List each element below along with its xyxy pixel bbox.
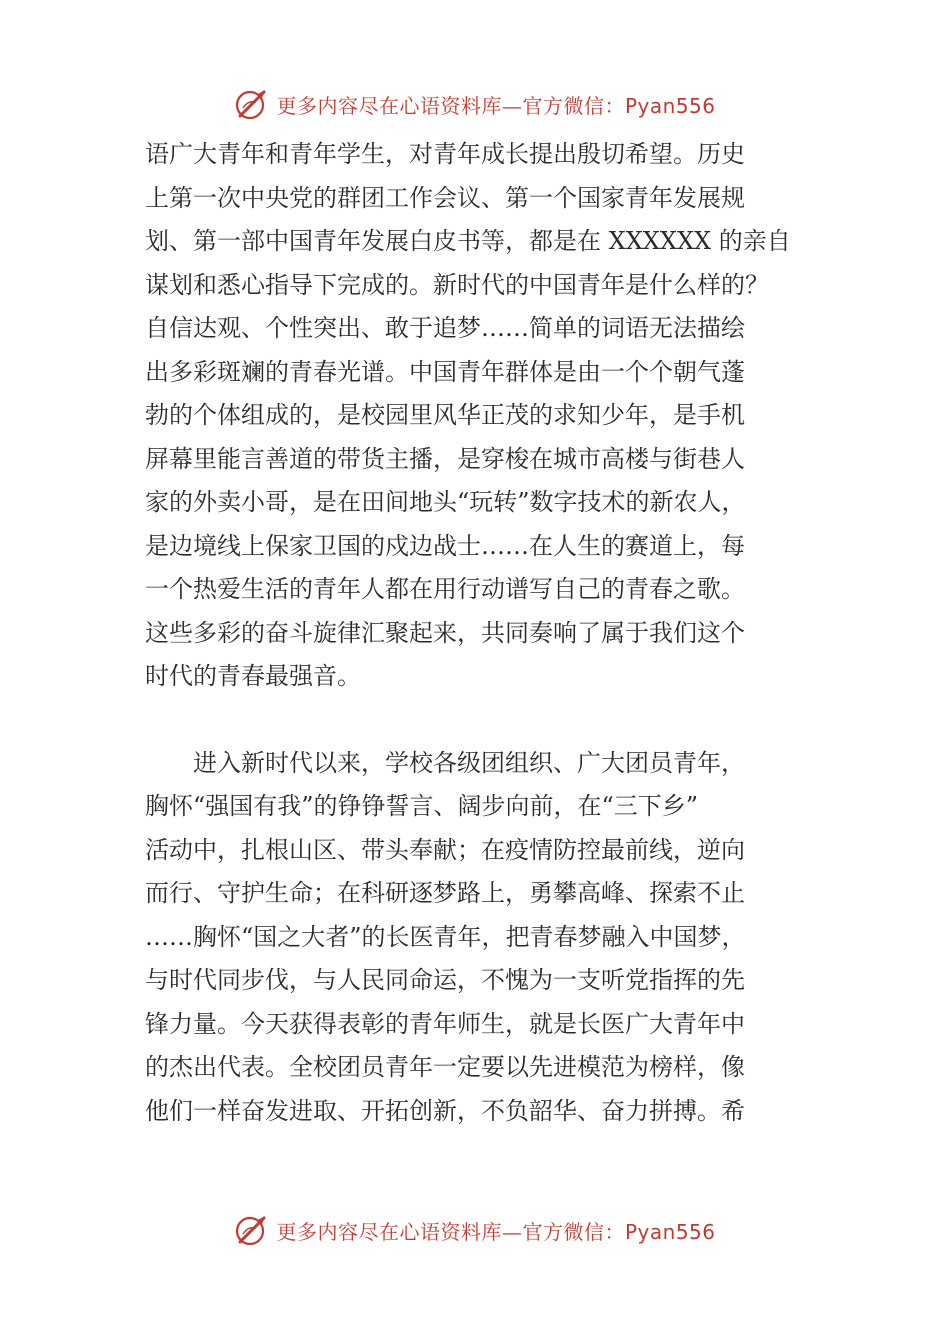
paragraph-1 <box>145 133 810 699</box>
text-line: 的杰出代表。全校团员青年一定要以先进模范为榜样，像 <box>145 1053 745 1081</box>
header-text: 更多内容尽在心语资料库—官方微信：Pyan556 <box>276 93 716 118</box>
text-line: 语广大青年和青年学生，对青年成长提出殷切希望。历史 <box>145 140 745 168</box>
text-line: 时代的青春最强音。 <box>145 662 361 690</box>
footer-banner <box>0 1210 950 1250</box>
text-line: 划、第一部中国青年发展白皮书等，都是在 XXXXXX 的亲自 <box>145 227 791 255</box>
text-line: 进入新时代以来，学校各级团组织、广大团员青年， <box>145 748 745 777</box>
text-line: 出多彩斑斓的青春光谱。中国青年群体是由一个个朝气蓬 <box>145 357 745 386</box>
document-body <box>145 133 810 1133</box>
paragraph-2 <box>145 742 810 1134</box>
text-line: 锋力量。今天获得表彰的青年师生，就是长医广大青年中 <box>145 1009 745 1038</box>
text-line: 与时代同步伐，与人民同命运，不愧为一支听党指挥的先 <box>145 966 745 994</box>
text-line: 谋划和悉心指导下完成的。新时代的中国青年是什么样的？ <box>145 270 769 299</box>
text-line: 胸怀“强国有我”的铮铮誓言、阔步向前，在“三下乡” <box>145 792 699 820</box>
pen-in-circle-icon <box>234 86 270 122</box>
text-line: 这些多彩的奋斗旋律汇聚起来，共同奏响了属于我们这个 <box>145 618 745 647</box>
header-banner <box>0 84 950 124</box>
text-line: 他们一样奋发进取、开拓创新，不负韶华、奋力拼搏。希 <box>145 1096 745 1125</box>
text-line: 活动中，扎根山区、带头奉献；在疫情防控最前线，逆向 <box>145 835 745 864</box>
text-line: 而行、守护生命；在科研逐梦路上，勇攀高峰、探索不止 <box>145 879 745 907</box>
text-line: 勃的个体组成的，是校园里风华正茂的求知少年，是手机 <box>145 401 745 429</box>
text-line: 自信达观、个性突出、敢于追梦……简单的词语无法描绘 <box>145 314 745 342</box>
text-line: 上第一次中央党的群团工作会议、第一个国家青年发展规 <box>145 183 745 212</box>
text-line: 一个热爱生活的青年人都在用行动谱写自己的青春之歌。 <box>145 575 745 603</box>
text-line: 屏幕里能言善道的带货主播，是穿梭在城市高楼与街巷人 <box>145 444 745 473</box>
footer-text: 更多内容尽在心语资料库—官方微信：Pyan556 <box>276 1219 716 1244</box>
text-line: 家的外卖小哥，是在田间地头“玩转”数字技术的新农人， <box>145 488 746 516</box>
pen-in-circle-icon <box>234 1212 270 1248</box>
text-line: ……胸怀“国之大者”的长医青年，把青春梦融入中国梦， <box>145 922 746 951</box>
text-line: 是边境线上保家卫国的戍边战士……在人生的赛道上，每 <box>145 531 745 560</box>
